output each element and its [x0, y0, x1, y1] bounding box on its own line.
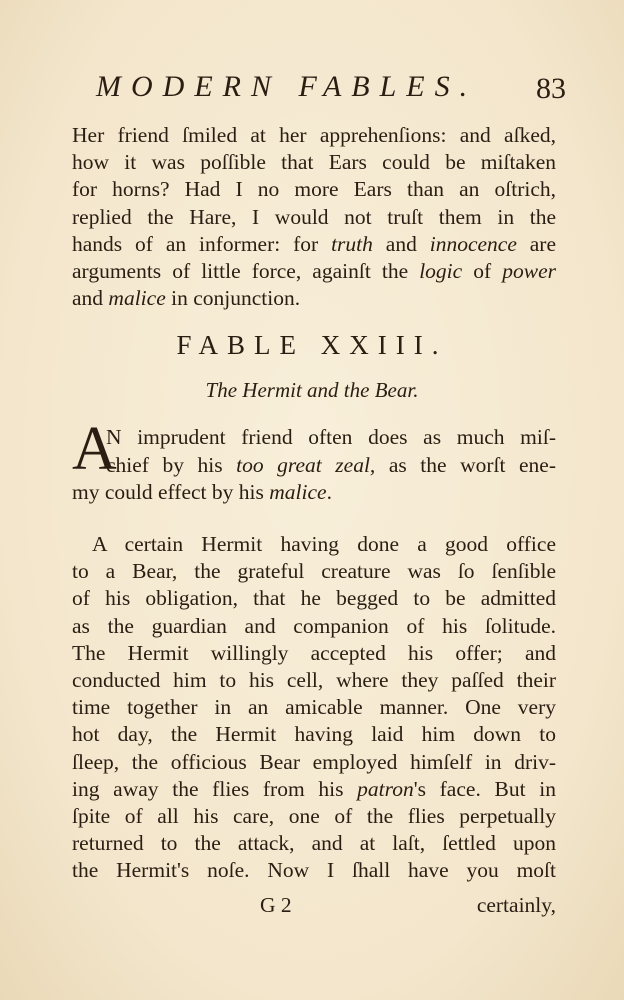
text-line: for horns? Had I no more Ears than an oſtrich,: [72, 177, 556, 202]
text-line: Her friend ſmiled at her apprehenſions: and aſked,: [72, 123, 556, 147]
fable-subtitle: The Hermit and the Bear.: [205, 378, 419, 402]
italic-word: patron: [357, 776, 414, 801]
text-line: ing away the flies from his patron's face. But in: [72, 776, 556, 801]
text-line: chief by his too great zeal, as the worſt ene-: [106, 452, 556, 477]
text-line: N imprudent friend often does as much miſ-: [106, 425, 556, 449]
page-footer: [260, 893, 556, 921]
text-line: A certain Hermit having done a good office: [92, 532, 556, 556]
fable-moral: [72, 415, 556, 507]
italic-word: power: [502, 258, 556, 283]
italic-word: logic: [419, 258, 463, 283]
paragraph-previous-fable-ending: [72, 122, 556, 312]
italic-word: truth: [331, 231, 373, 256]
signature-mark: G 2: [260, 893, 292, 917]
catchword: certainly,: [476, 893, 556, 917]
italic-word: innocence: [429, 231, 517, 256]
text-line: my could effect by his malice.: [72, 480, 332, 504]
text-line: as the guardian and companion of his ſolitude.: [72, 613, 556, 638]
italic-word: malice: [269, 480, 327, 504]
text-line: returned to the attack, and at laſt, ſettled upon: [72, 831, 556, 856]
text-line: hot day, the Hermit having laid him down to: [72, 722, 556, 747]
paragraph-fable-body: [72, 531, 556, 884]
italic-word: too great zeal,: [236, 452, 376, 477]
text-line: arguments of little force, againſt the logic of power: [72, 258, 556, 283]
page-number: 83: [536, 72, 566, 105]
text-line: of his obligation, that he begged to be admitted: [72, 586, 556, 611]
running-header: [96, 70, 566, 110]
text-line: to a Bear, the grateful creature was ſo ſenſible: [72, 559, 556, 584]
text-line: time together in an amicable manner. One very: [72, 695, 556, 720]
text-line: conducted him to his cell, where they paſſed their: [72, 667, 556, 692]
text-line: and malice in conjunction.: [72, 286, 301, 311]
text-line: hands of an informer: for truth and innocence are: [72, 231, 557, 256]
text-line: ſpite of all his care, one of the flies perpetually: [72, 803, 556, 828]
fable-heading: FABLE XXIII.: [176, 330, 448, 360]
drop-cap: A: [72, 415, 117, 483]
text-line: The Hermit willingly accepted his offer; and: [72, 640, 556, 665]
text-line: the Hermit's noſe. Now I ſhall have you moſt: [72, 858, 556, 883]
text-line: ſleep, the officious Bear employed himſelf in driv-: [72, 749, 556, 774]
italic-word: malice: [108, 286, 166, 311]
running-title: MODERN FABLES.: [96, 70, 478, 103]
text-line: replied the Hare, I would not truſt them in the: [72, 204, 556, 229]
text-line: how it was poſſible that Ears could be miſtaken: [72, 150, 556, 175]
